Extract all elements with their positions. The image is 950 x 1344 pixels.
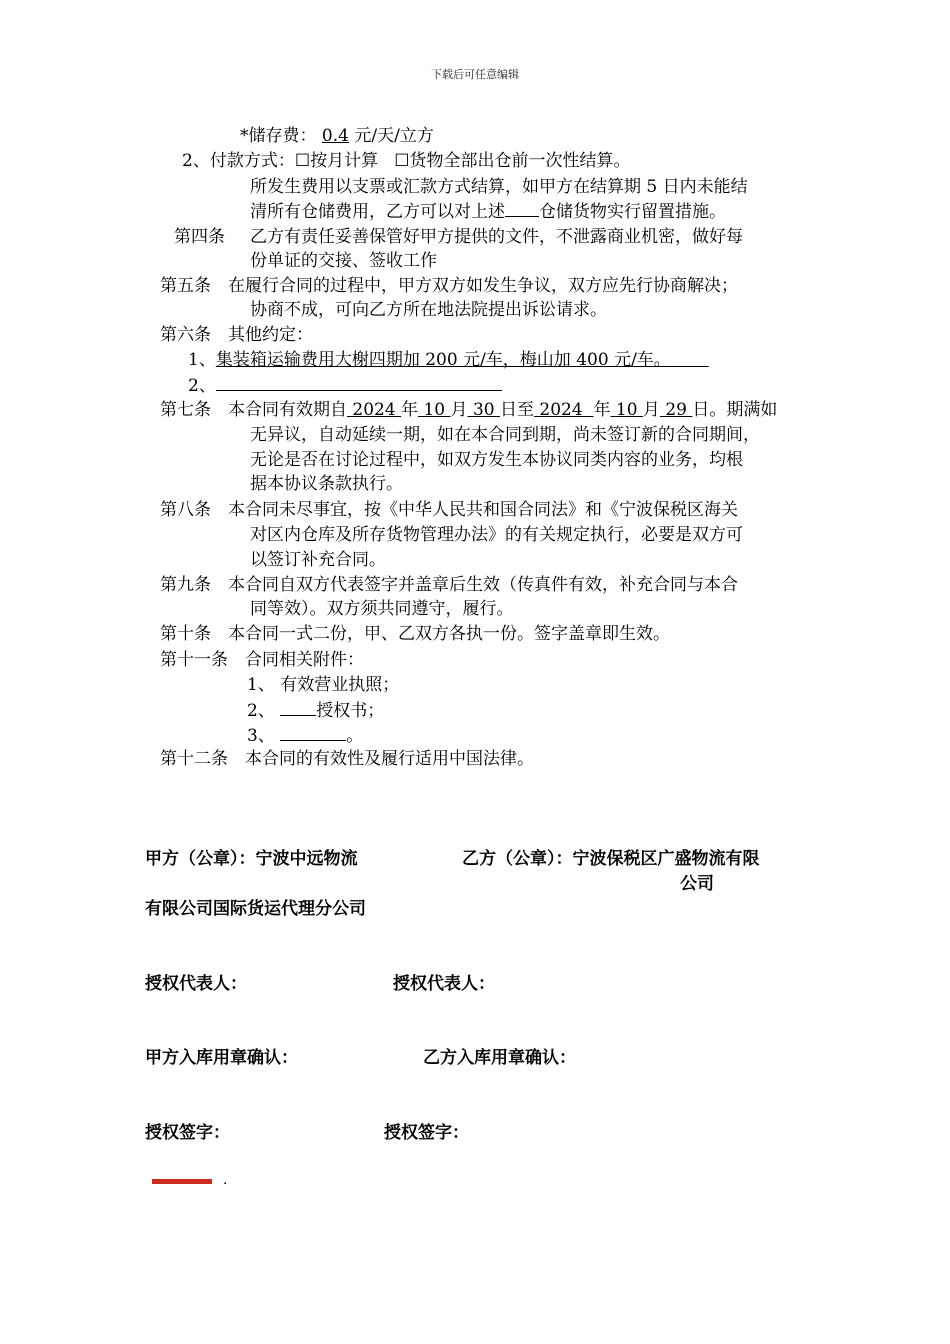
payment-option-once: ☐货物全部出仓前一次性结算。 — [394, 151, 631, 171]
article-8-title: 第八条 — [160, 500, 211, 520]
article-7-post: 日。期满如 — [692, 400, 778, 420]
blank-field — [216, 373, 502, 391]
month-char: 月 — [642, 400, 660, 420]
year-char: 年 — [593, 400, 611, 420]
party-b-stamp-confirm: 乙方入库用章确认： — [423, 1048, 576, 1068]
article-4-line-2: 份单证的交接、签收工作 — [250, 251, 437, 271]
end-day: 29 — [665, 400, 687, 420]
party-a-representative: 授权代表人： — [145, 974, 247, 994]
party-a-line-1 — [145, 847, 358, 871]
attachment-2-text: 授权书； — [316, 701, 385, 721]
payment-text-2b: 仓储货物实行留置措施。 — [539, 202, 726, 222]
blank-field — [280, 723, 346, 741]
payment-text-2a: 清所有仓储费用，乙方可以对上述 — [250, 202, 505, 222]
article-6-item-2 — [188, 373, 502, 398]
attachment-3-end: 。 — [346, 726, 364, 746]
party-b-name-2: 公司 — [680, 874, 714, 894]
party-a-name: 宁波中远物流 — [255, 849, 358, 869]
start-month: 10 — [423, 400, 446, 420]
end-year: 2024 — [539, 400, 583, 420]
payment-text-1: 所发生费用以支票或汇款方式结算，如甲方在结算期 5 日内未能结 — [250, 177, 748, 197]
article-11-title: 第十一条 — [160, 650, 228, 670]
party-b-representative: 授权代表人： — [393, 974, 495, 994]
article-6-item-1 — [188, 348, 709, 372]
storage-fee-line — [240, 124, 434, 148]
attachment-3 — [247, 723, 363, 748]
party-b-signature: 授权签字： — [384, 1123, 469, 1143]
article-9-line-2: 同等效）。双方须共同遵守，履行。 — [250, 599, 514, 619]
article-8-line-1: 本合同未尽事宜，按《中华人民共和国合同法》和《宁波保税区海关 — [228, 500, 738, 520]
party-b-name: 宁波保税区广盛物流有限 — [572, 849, 760, 869]
party-a-stamp-confirm: 甲方入库用章确认： — [145, 1048, 298, 1068]
article-12-text: 本合同的有效性及履行适用中国法律。 — [245, 749, 534, 769]
article-9-title: 第九条 — [160, 575, 211, 595]
article-4-line-1: 乙方有责任妥善保管好甲方提供的文件，不泄露商业机密，做好每 — [250, 227, 743, 247]
blank-field — [280, 698, 316, 716]
attachment-2 — [247, 698, 384, 723]
article-8-line-2: 对区内仓库及所存货物管理办法》的有关规定执行，必要是双方可 — [250, 525, 743, 545]
article-6-title: 第六条 — [160, 325, 211, 345]
article-8-line-3: 以签订补充合同。 — [250, 550, 386, 570]
start-day: 30 — [472, 400, 495, 420]
year-char: 年 — [401, 400, 419, 420]
item-number: 3、 — [247, 726, 275, 746]
red-seal-bar — [152, 1179, 212, 1184]
storage-fee-unit: 元/天/立方 — [354, 126, 434, 146]
article-6-item-1-text: 集装箱运输费用大榭四期加 200 元/车，梅山加 400 元/车。 — [215, 350, 671, 370]
article-7-line-2: 无异议，自动延续一期，如在本合同到期，尚未签订新的合同期间， — [250, 425, 760, 445]
blank-field — [505, 199, 539, 217]
payment-method-line — [182, 149, 631, 173]
payment-text-2 — [250, 199, 726, 224]
item-number: 2、 — [247, 701, 275, 721]
storage-fee-value: 0.4 — [321, 126, 349, 146]
item-number: 2、 — [188, 376, 216, 396]
item-number: 1、 — [188, 350, 216, 370]
article-6-text: 其他约定： — [228, 325, 313, 345]
article-11-text: 合同相关附件： — [245, 650, 364, 670]
article-10-text: 本合同一式二份，甲、乙双方各执一份。签字盖章即生效。 — [228, 624, 670, 644]
article-7-line-3: 无论是否在讨论过程中，如双方发生本协议同类内容的业务，均根 — [250, 450, 743, 470]
month-char: 月 — [450, 400, 468, 420]
article-7-line-4: 据本协议条款执行。 — [250, 474, 403, 494]
article-5-line-2: 协商不成，可向乙方所在地法院提出诉讼请求。 — [250, 300, 607, 320]
article-12-title: 第十二条 — [160, 749, 228, 769]
day-to-char: 日至 — [499, 400, 534, 420]
end-month: 10 — [615, 400, 638, 420]
article-5-line-1: 在履行合同的过程中，甲方双方如发生争议，双方应先行协商解决； — [228, 276, 738, 296]
payment-label: 2、付款方式： — [182, 151, 295, 171]
article-4-title: 第四条 — [174, 227, 225, 247]
payment-option-monthly: ☐按月计算 — [294, 151, 379, 171]
article-7-title: 第七条 — [160, 400, 211, 420]
party-a-label: 甲方（公章）： — [145, 849, 256, 869]
attachment-1: 1、 有效营业执照； — [247, 675, 400, 695]
start-year: 2024 — [352, 400, 396, 420]
party-b-label: 乙方（公章）： — [462, 849, 573, 869]
party-b-line-1 — [462, 847, 760, 871]
article-7-pre: 本合同有效期自 — [228, 400, 347, 420]
party-a-name-2: 有限公司国际货运代理分公司 — [145, 899, 366, 919]
page-header: 下载后可任意编辑 — [431, 68, 519, 81]
footer-dot: . — [223, 1172, 228, 1188]
article-5-title: 第五条 — [160, 276, 211, 296]
article-7-line-1 — [228, 398, 777, 422]
storage-fee-label: *储存费： — [240, 126, 317, 146]
article-9-line-1: 本合同自双方代表签字并盖章后生效（传真件有效，补充合同与本合 — [228, 575, 738, 595]
party-a-signature: 授权签字： — [145, 1123, 230, 1143]
article-10-title: 第十条 — [160, 624, 211, 644]
